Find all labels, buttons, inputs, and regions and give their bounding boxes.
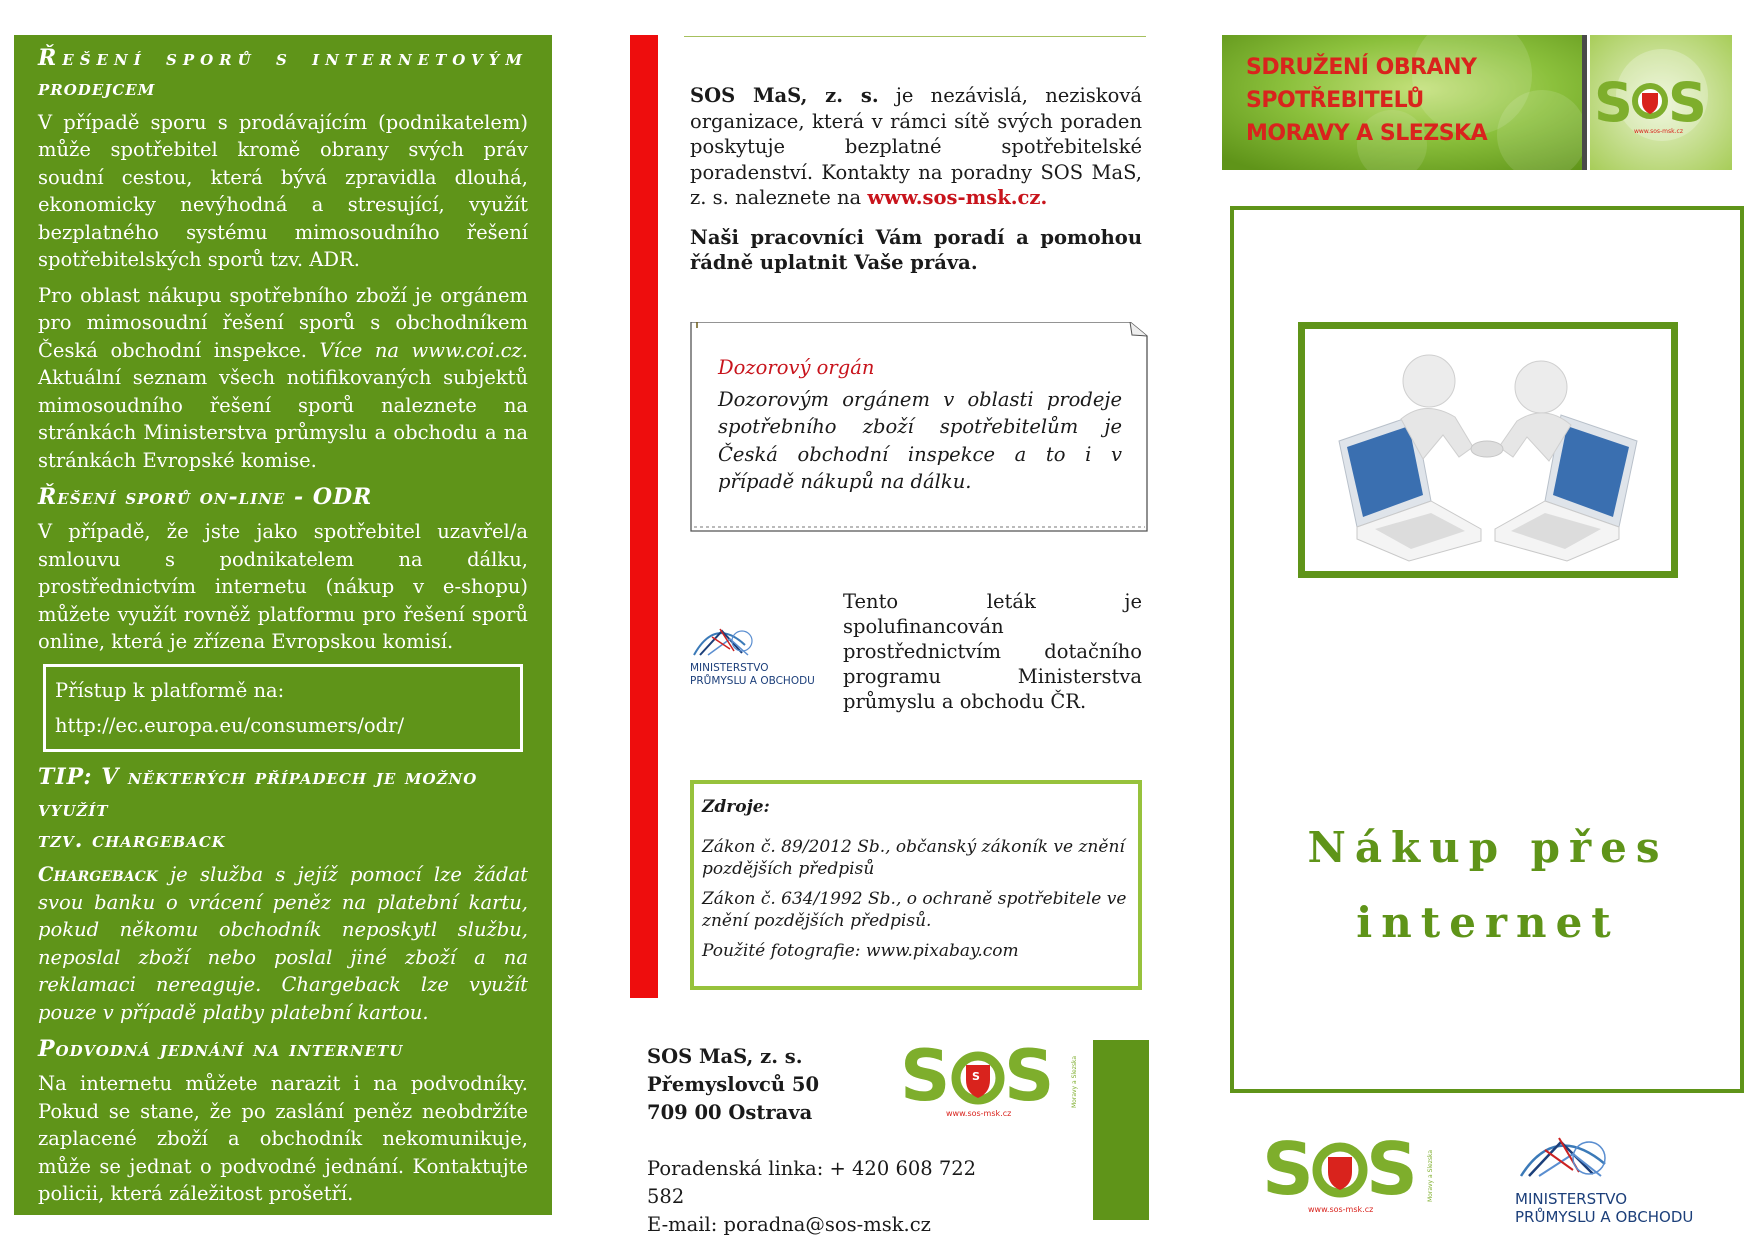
help-text: Naši pracovníci Vám poradí a pomohou řádně uplatnit Vaše práva. [690, 225, 1142, 274]
paragraph-chargeback: Chargeback je služba s jejíž pomocí lze žádat svou banku o vrácení peněz na platební kartu, pokud někomu obchodník neposkytl službu, neposlal zboží nebo poslal jiné zboží a na reklamaci nereaguje. Chargeback lze využít pouze v případě platby platební kartou. [38, 863, 528, 1024]
green-accent-bar [1093, 1040, 1149, 1220]
paragraph-adr: V případě sporu s prodávajícím (podnikatelem) může spotřebitel kromě obrany svých práv soudní cestou, která bývá zpravidla dlouhá, ekonomicky nevýhodná a stresující, využít bezplatného systému mimosoudního řešení spotřebitelských sporů tzv. ADR. [38, 110, 528, 272]
sources-box [690, 780, 1142, 990]
svg-text:S: S [1594, 71, 1630, 134]
source-item: Použité fotografie: www.pixabay.com [702, 941, 1019, 961]
banner-title: SDRUŽENÍ OBRANY SPOTŘEBITELŮ MORAVY A SLEZSKA [1246, 55, 1488, 146]
contact-org: SOS MaS, z. s. [647, 1045, 803, 1068]
svg-text:www.sos-msk.cz: www.sos-msk.cz [1308, 1205, 1374, 1214]
cover-title: Nákup přes internet [1307, 823, 1669, 947]
svg-text:Moravy a Slezska: Moravy a Slezska [1071, 1055, 1078, 1108]
odr-label: Přístup k platformě na: [55, 678, 285, 702]
svg-text:S: S [900, 1038, 947, 1117]
sources-title: Zdroje: [702, 797, 770, 817]
svg-text:PRŮMYSLU A OBCHODU: PRŮMYSLU A OBCHODU [690, 675, 815, 687]
contact-phone: Poradenská linka: + 420 608 722 582 [647, 1157, 977, 1208]
heading-dispute-resolution: Řešení sporů s internetovým [38, 45, 528, 71]
intro-text: SOS MaS, z. s. je nezávislá, nezisková organizace, která v rámci sítě svých poraden poskytuje bezplatné spotřebitelské poradenství. Kontakty na poradny SOS MaS, z. s. naleznete na www.sos-msk.cz. Naši pracovníci Vám poradí a pomohou řádně uplatnit Vaše práva. [690, 84, 1143, 274]
heading-dispute-resolution-cont: prodejcem [38, 74, 156, 101]
top-divider [684, 36, 1146, 37]
svg-text:MINISTERSTVO: MINISTERSTVO [690, 662, 769, 674]
handshake-photo [1298, 322, 1678, 578]
svg-text:Moravy a Slezska: Moravy a Slezska [1427, 1149, 1434, 1202]
svg-text:S: S [1366, 1128, 1414, 1211]
note-content [718, 354, 1122, 496]
svg-text:MINISTERSTVO: MINISTERSTVO [1515, 1190, 1628, 1208]
paragraph-fraud: Na internetu můžete narazit i na podvodníky. Pokud se stane, že po zaslání peněz neobdržíte zaplacené zboží a obchodník nekomunikuje, může se jednat o podvodné jednání. Kontaktujte policii, která záležitost prošetří. [38, 1072, 528, 1206]
paragraph-coi: Pro oblast nákupu spotřebního zboží je orgánem pro mimosoudní řešení sporů s obchodníkem Česká obchodní inspekce. Více na www.coi.cz. Aktuální seznam všech notifikovaných subjektů mimosoudního řešení sporů naleznete na stránkách Ministerstva průmyslu a obchodu a na stránkách Evropské komise. [38, 283, 529, 472]
contact-city: 709 00 Ostrava [647, 1101, 813, 1124]
source-item: Zákon č. 634/1992 Sb., o ochraně spotřebitele ve znění pozdějších předpisů. [702, 889, 1127, 931]
svg-text:www.sos-msk.cz: www.sos-msk.cz [946, 1109, 1012, 1118]
svg-text:S: S [1668, 71, 1704, 134]
contact-email: E-mail: poradna@sos-msk.cz [647, 1213, 931, 1236]
contact-street: Přemyslovců 50 [647, 1073, 820, 1096]
ministry-logo [1515, 1128, 1715, 1228]
heading-tip-cont: tzv. chargeback [38, 827, 226, 854]
source-item: Zákon č. 89/2012 Sb., občanský zákoník ve znění pozdějších předpisů [702, 837, 1125, 879]
svg-text:www.sos-msk.cz: www.sos-msk.cz [1634, 128, 1683, 135]
left-panel [14, 35, 552, 1215]
svg-text:S: S [1004, 1038, 1051, 1117]
website-link[interactable]: www.sos-msk.cz. [867, 186, 1048, 209]
note-body: Dozorovým orgánem v oblasti prodeje spotřebního zboží spotřebitelům je Česká obchodní inspekce a to i v případě nákupů na dálku. [718, 387, 1122, 493]
note-title: Dozorový orgán [718, 356, 875, 379]
odr-link[interactable]: http://ec.europa.eu/consumers/odr/ [55, 713, 405, 737]
ministry-logo-small [690, 615, 830, 687]
heading-odr: Řešení sporů on-line - ODR [38, 484, 373, 511]
svg-text:S: S [972, 1070, 980, 1083]
sos-logo-bottom [1262, 1128, 1437, 1218]
org-name: SOS MaS, z. s. [690, 84, 879, 107]
heading-tip: TIP: V některých případech je možno využít [38, 763, 478, 822]
svg-text:S: S [1262, 1128, 1310, 1211]
odr-platform-box [43, 664, 523, 752]
paragraph-odr: V případě, že jste jako spotřebitel uzavřel/a smlouvu s podnikatelem na dálku, prostřednictvím internetu (nákup v e-shopu) můžete využít rovněž platformu pro řešení sporů online, která je zřízena Evropskou komisí. [38, 520, 528, 654]
cofinancing-text: Tento leták je spolufinancován prostřednictvím dotačního programu Ministerstva průmyslu a obchodu ČR. [843, 590, 1142, 713]
sos-logo [900, 1038, 1080, 1118]
heading-fraud: Podvodná jednání na internetu [38, 1036, 404, 1063]
svg-text:PRŮMYSLU A OBCHODU: PRŮMYSLU A OBCHODU [1515, 1208, 1694, 1226]
red-accent-bar [630, 35, 658, 998]
